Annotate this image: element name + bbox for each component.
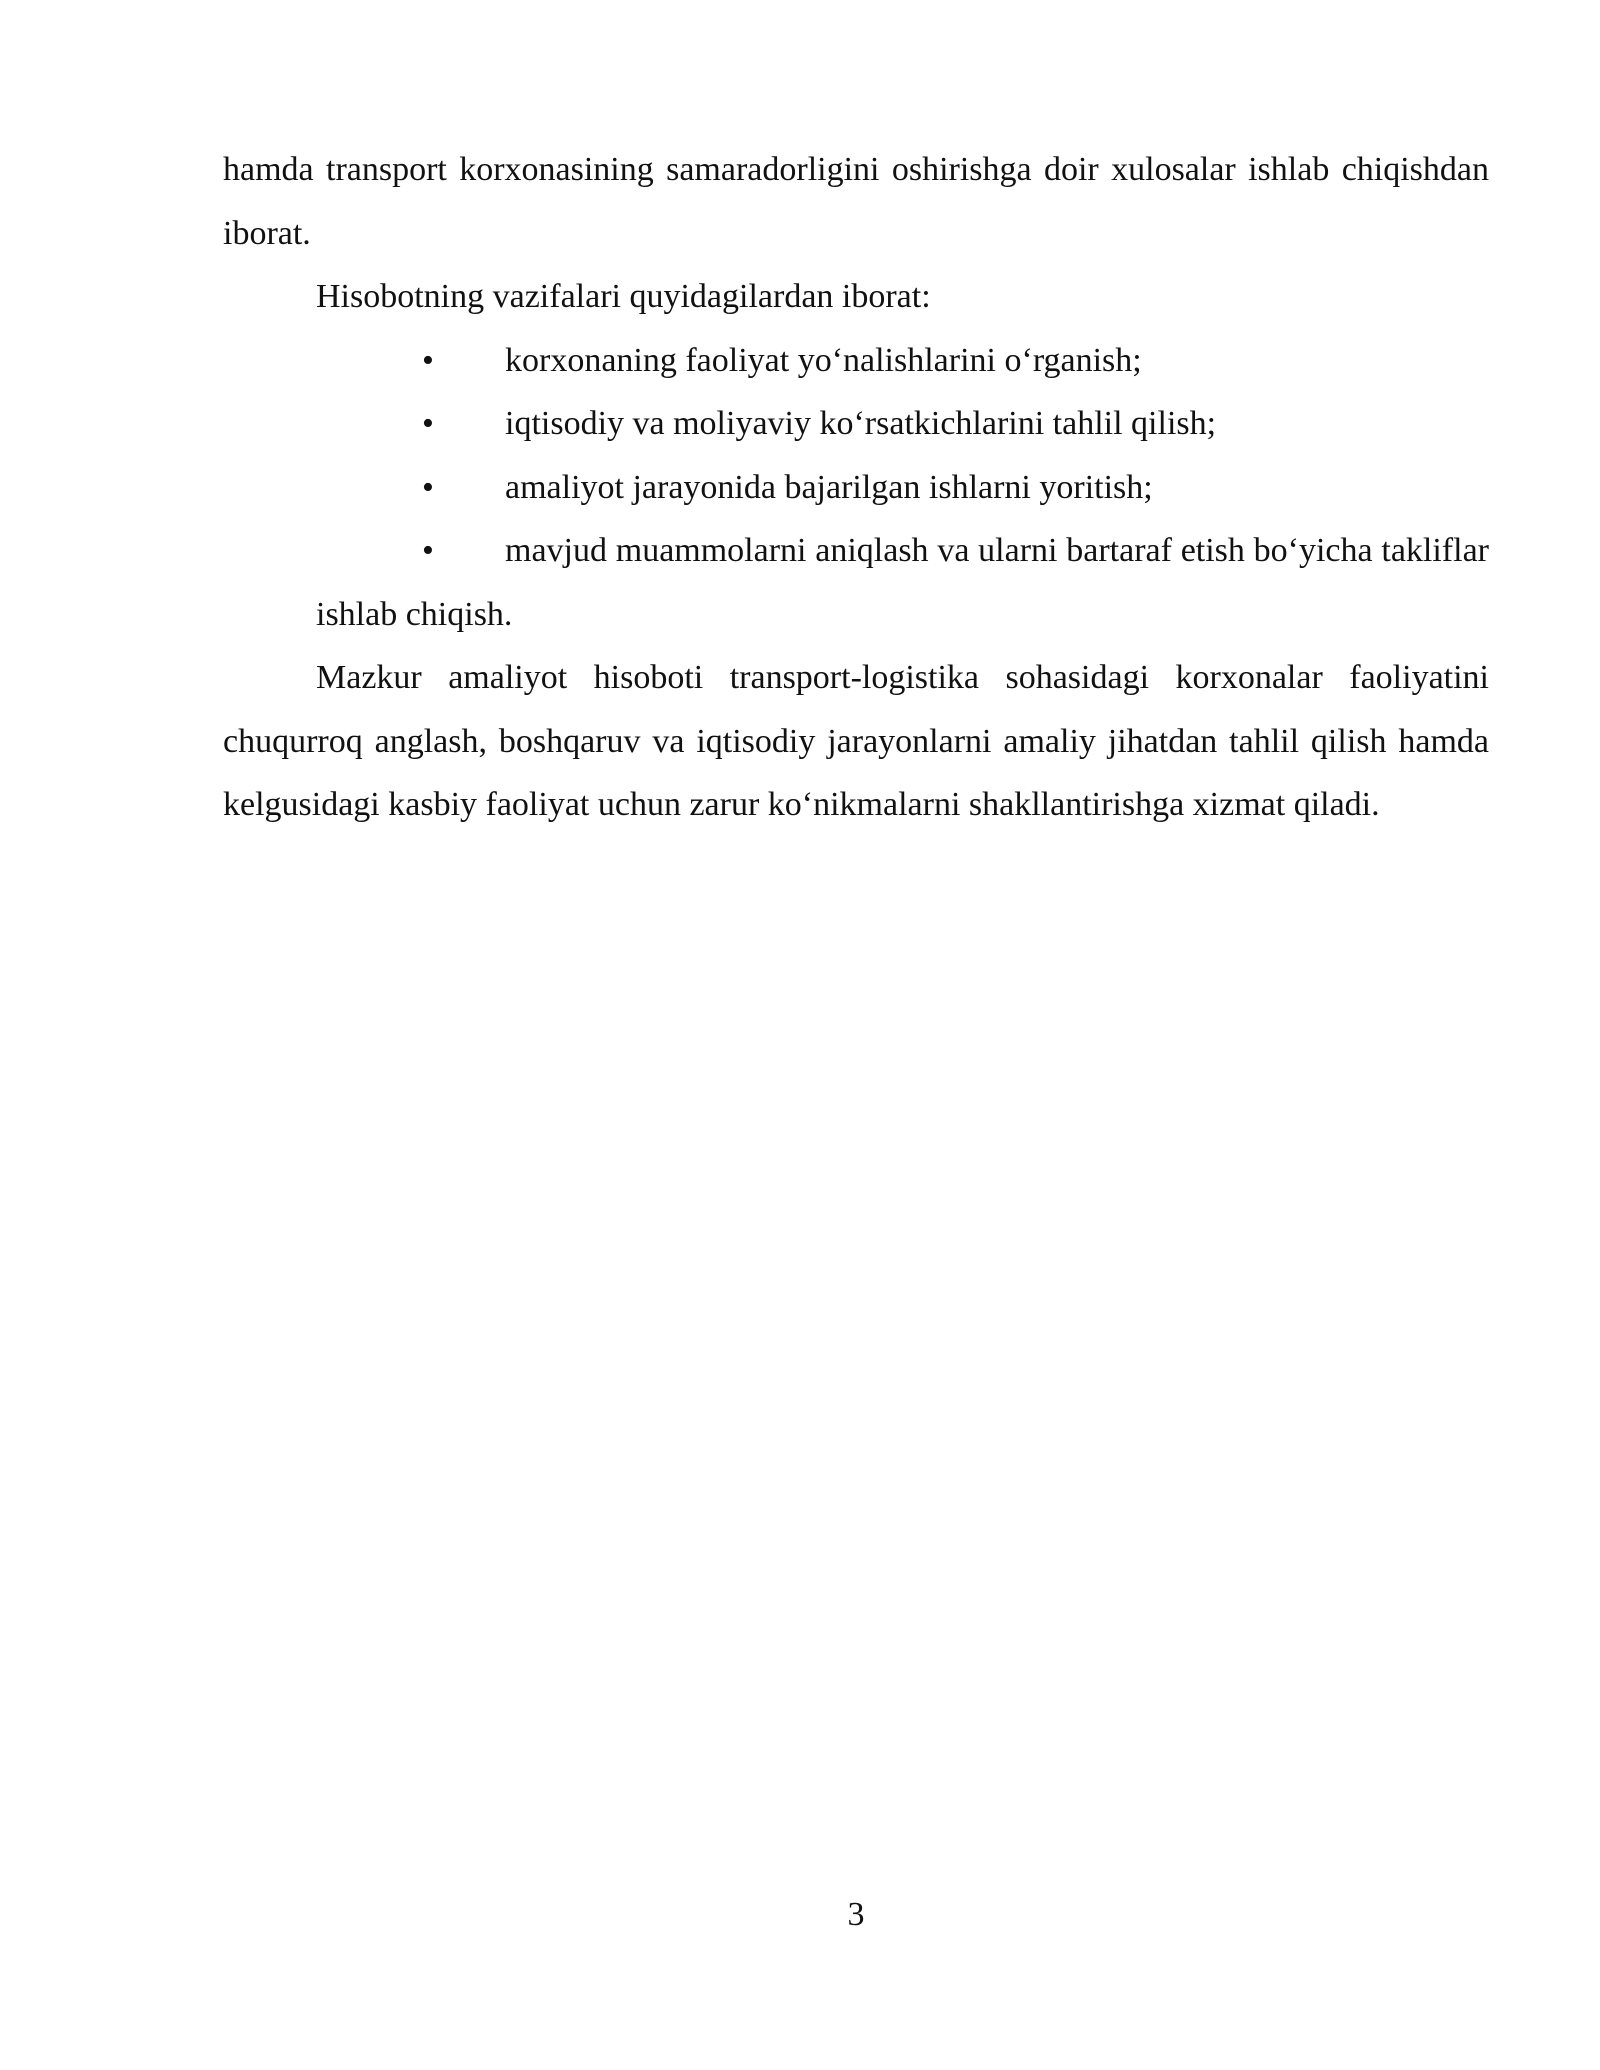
list-item xyxy=(223,519,1489,646)
list-item-text: korxonaning faoliyat yo‘nalishlarini o‘rganish; xyxy=(505,341,1142,379)
bullet-icon: • xyxy=(422,532,434,569)
paragraph-tasks-heading: Hisobotning vazifalari quyidagilardan iborat: xyxy=(316,278,931,315)
bullet-icon: • xyxy=(422,341,434,379)
list-item xyxy=(223,329,1489,393)
list-item-text: iqtisodiy va moliyaviy ko‘rsatkichlarini tahlil qilish; xyxy=(505,405,1217,442)
paragraph-intro-continuation: hamda transport korxonasining samaradorligini oshirishga doir xulosalar ishlab chiqishdan iborat. xyxy=(223,151,1489,252)
bullet-icon: • xyxy=(422,468,434,506)
list-item xyxy=(223,456,1489,520)
list-item-text: mavjud muammolarni aniqlash va ularni bartaraf etish bo‘yicha takliflar ishlab chiqish. xyxy=(316,532,1489,633)
body-text xyxy=(223,138,1489,837)
page-number: 3 xyxy=(847,1896,865,1933)
list-item-text: amaliyot jarayonida bajarilgan ishlarni yoritish; xyxy=(505,468,1153,506)
bullet-icon: • xyxy=(422,405,434,442)
paragraph-conclusion: Mazkur amaliyot hisoboti transport-logistika sohasidagi korxonalar faoliyatini chuqurroq anglash, boshqaruv va iqtisodiy jarayonlarni amaliy jihatdan tahlil qilish hamda kelgusidagi kasbiy faoliyat uchun zarur ko‘nikmalarni shakllantirishga xizmat qiladi. xyxy=(223,659,1489,823)
list-item xyxy=(223,392,1489,456)
